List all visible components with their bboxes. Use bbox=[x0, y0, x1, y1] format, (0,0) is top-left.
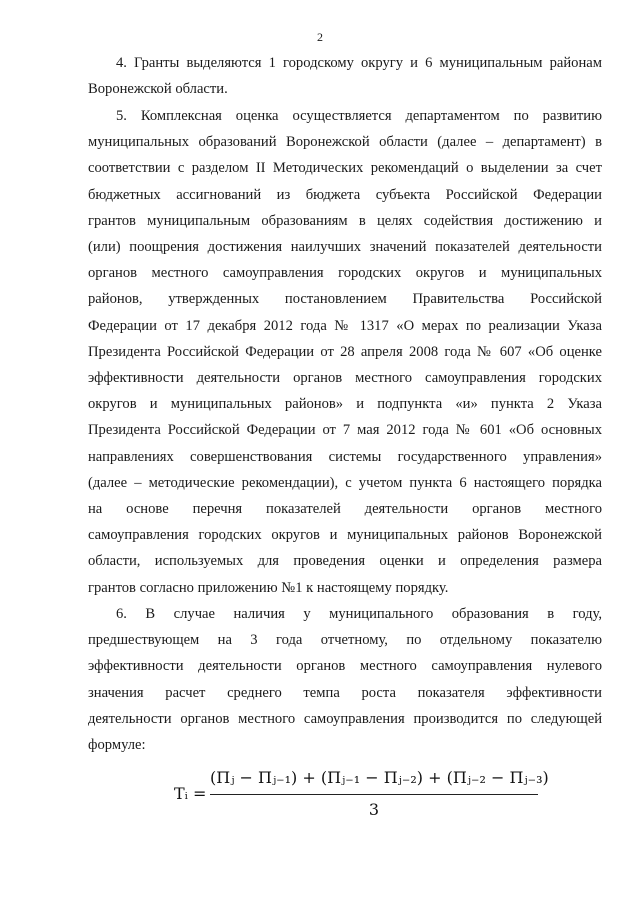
text-line: значения расчет среднего темпа роста показателя эффективности bbox=[88, 684, 602, 701]
text-line: эффективности деятельности органов местного самоуправления городских bbox=[88, 370, 602, 387]
text-line: (или) поощрения достижения наилучших значений показателей деятельности bbox=[88, 239, 602, 256]
text-line: на основе перечня показателей деятельности органов местного bbox=[88, 501, 602, 518]
text-line: области, используемых для проведения оценки и определения размера bbox=[88, 553, 602, 570]
text-line: предшествующем на 3 года отчетному, по отдельному показателю bbox=[88, 632, 602, 649]
page-number: 2 bbox=[317, 30, 323, 44]
formula-numerator: (Пⱼ − Пⱼ₋₁) + (Пⱼ₋₁ − Пⱼ₋₂) + (Пⱼ₋₂ − Пⱼ₋₃) bbox=[210, 768, 549, 787]
text-line: грантов муниципальным образованиям в целях содействия достижению и bbox=[88, 212, 602, 229]
formula-lhs: Tᵢ = bbox=[174, 784, 207, 803]
text-line: муниципальных образований Воронежской области (далее – департамент) в bbox=[88, 134, 602, 151]
paragraph-4 bbox=[88, 50, 602, 102]
paragraph-5 bbox=[88, 103, 602, 601]
text-line: эффективности деятельности органов местного самоуправления нулевого bbox=[88, 658, 602, 675]
formula-fraction bbox=[210, 764, 549, 822]
text-line: Президента Российской Федерации от 28 апреля 2008 года № 607 «Об оценке bbox=[88, 343, 602, 360]
text-line: 5. Комплексная оценка осуществляется департаментом по развитию bbox=[116, 108, 602, 124]
formula-denominator: 3 bbox=[368, 800, 380, 819]
paragraph-6 bbox=[88, 601, 602, 758]
text-line: соответствии с разделом II Методических рекомендаций о выделении за счет bbox=[88, 160, 602, 177]
text-line: направлениях совершенствования системы государственного управления» bbox=[88, 448, 602, 465]
text-line: Президента Российской Федерации от 7 мая 2012 года № 601 «Об основных bbox=[88, 422, 602, 439]
text-line: 6. В случае наличия у муниципального образования в году, bbox=[116, 606, 602, 622]
text-line: округов и муниципальных районов» и подпункта «и» пункта 2 Указа bbox=[88, 396, 602, 413]
text-line: самоуправления городских округов и муниципальных районов Воронежской bbox=[88, 527, 602, 544]
text-line: бюджетных ассигнований из бюджета субъекта Российской Федерации bbox=[88, 186, 602, 203]
fraction-bar bbox=[210, 794, 538, 795]
text-line: формуле: bbox=[88, 737, 146, 754]
text-line: Федерации от 17 декабря 2012 года № 1317 «О мерах по реализации Указа bbox=[88, 317, 602, 334]
text-line: (далее – методические рекомендации), с учетом пункта 6 настоящего порядка bbox=[88, 474, 602, 491]
text-line: деятельности органов местного самоуправления производится по следующей bbox=[88, 710, 602, 727]
text-line: районов, утвержденных постановлением Правительства Российской bbox=[88, 291, 602, 308]
text-line: Воронежской области. bbox=[88, 81, 228, 98]
text-line: органов местного самоуправления городских округов и муниципальных bbox=[88, 265, 602, 282]
text-line: грантов согласно приложению №1 к настоящему порядку. bbox=[88, 579, 449, 596]
text-line: 4. Гранты выделяются 1 городскому округу и 6 муниципальным районам bbox=[116, 55, 602, 71]
